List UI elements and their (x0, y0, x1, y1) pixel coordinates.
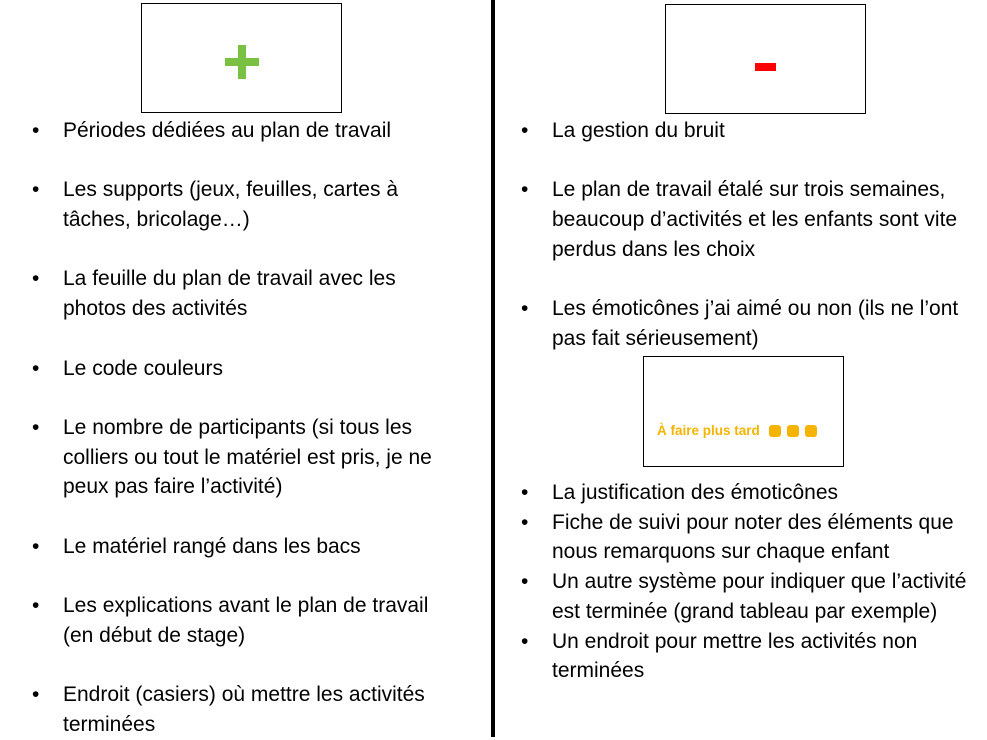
list-item: • Le matériel rangé dans les bacs (32, 532, 452, 562)
negatives-header-box (665, 4, 866, 114)
improvements-list (521, 478, 981, 686)
to-do-later-box (643, 356, 844, 467)
negatives-list (521, 116, 981, 354)
list-item: • La justification des émoticônes (521, 478, 981, 508)
list-item: • Fiche de suivi pour noter des éléments que nous remarquons sur chaque enfant (521, 508, 981, 567)
list-item: • La gestion du bruit (521, 116, 981, 146)
list-item: • Les supports (jeux, feuilles, cartes à tâches, bricolage…) (32, 175, 452, 234)
list-item: • Endroit (casiers) où mettre les activités terminées (32, 680, 452, 739)
list-item: • Les émoticônes j’ai aimé ou non (ils ne l’ont pas fait sérieusement) (521, 294, 981, 353)
to-do-later-label: À faire plus tard (657, 423, 760, 438)
list-item: • Un autre système pour indiquer que l’activité est terminée (grand tableau par exemple) (521, 567, 981, 626)
list-item: • Le plan de travail étalé sur trois semaines, beaucoup d’activités et les enfants sont vite perdus dans les choix (521, 175, 981, 264)
list-item: • La feuille du plan de travail avec les photos des activités (32, 264, 452, 323)
list-item: • Le nombre de participants (si tous les colliers ou tout le matériel est pris, je ne peux pas faire l’activité) (32, 413, 452, 502)
positives-list (32, 116, 452, 740)
list-item: • Un endroit pour mettre les activités non terminées (521, 627, 981, 686)
three-dots-icon (769, 425, 823, 437)
list-item: • Le code couleurs (32, 354, 452, 384)
minus-icon (755, 63, 776, 71)
column-divider (491, 0, 495, 737)
positives-header-box (141, 3, 342, 113)
list-item: • Les explications avant le plan de travail (en début de stage) (32, 591, 452, 650)
list-item: • Périodes dédiées au plan de travail (32, 116, 452, 146)
